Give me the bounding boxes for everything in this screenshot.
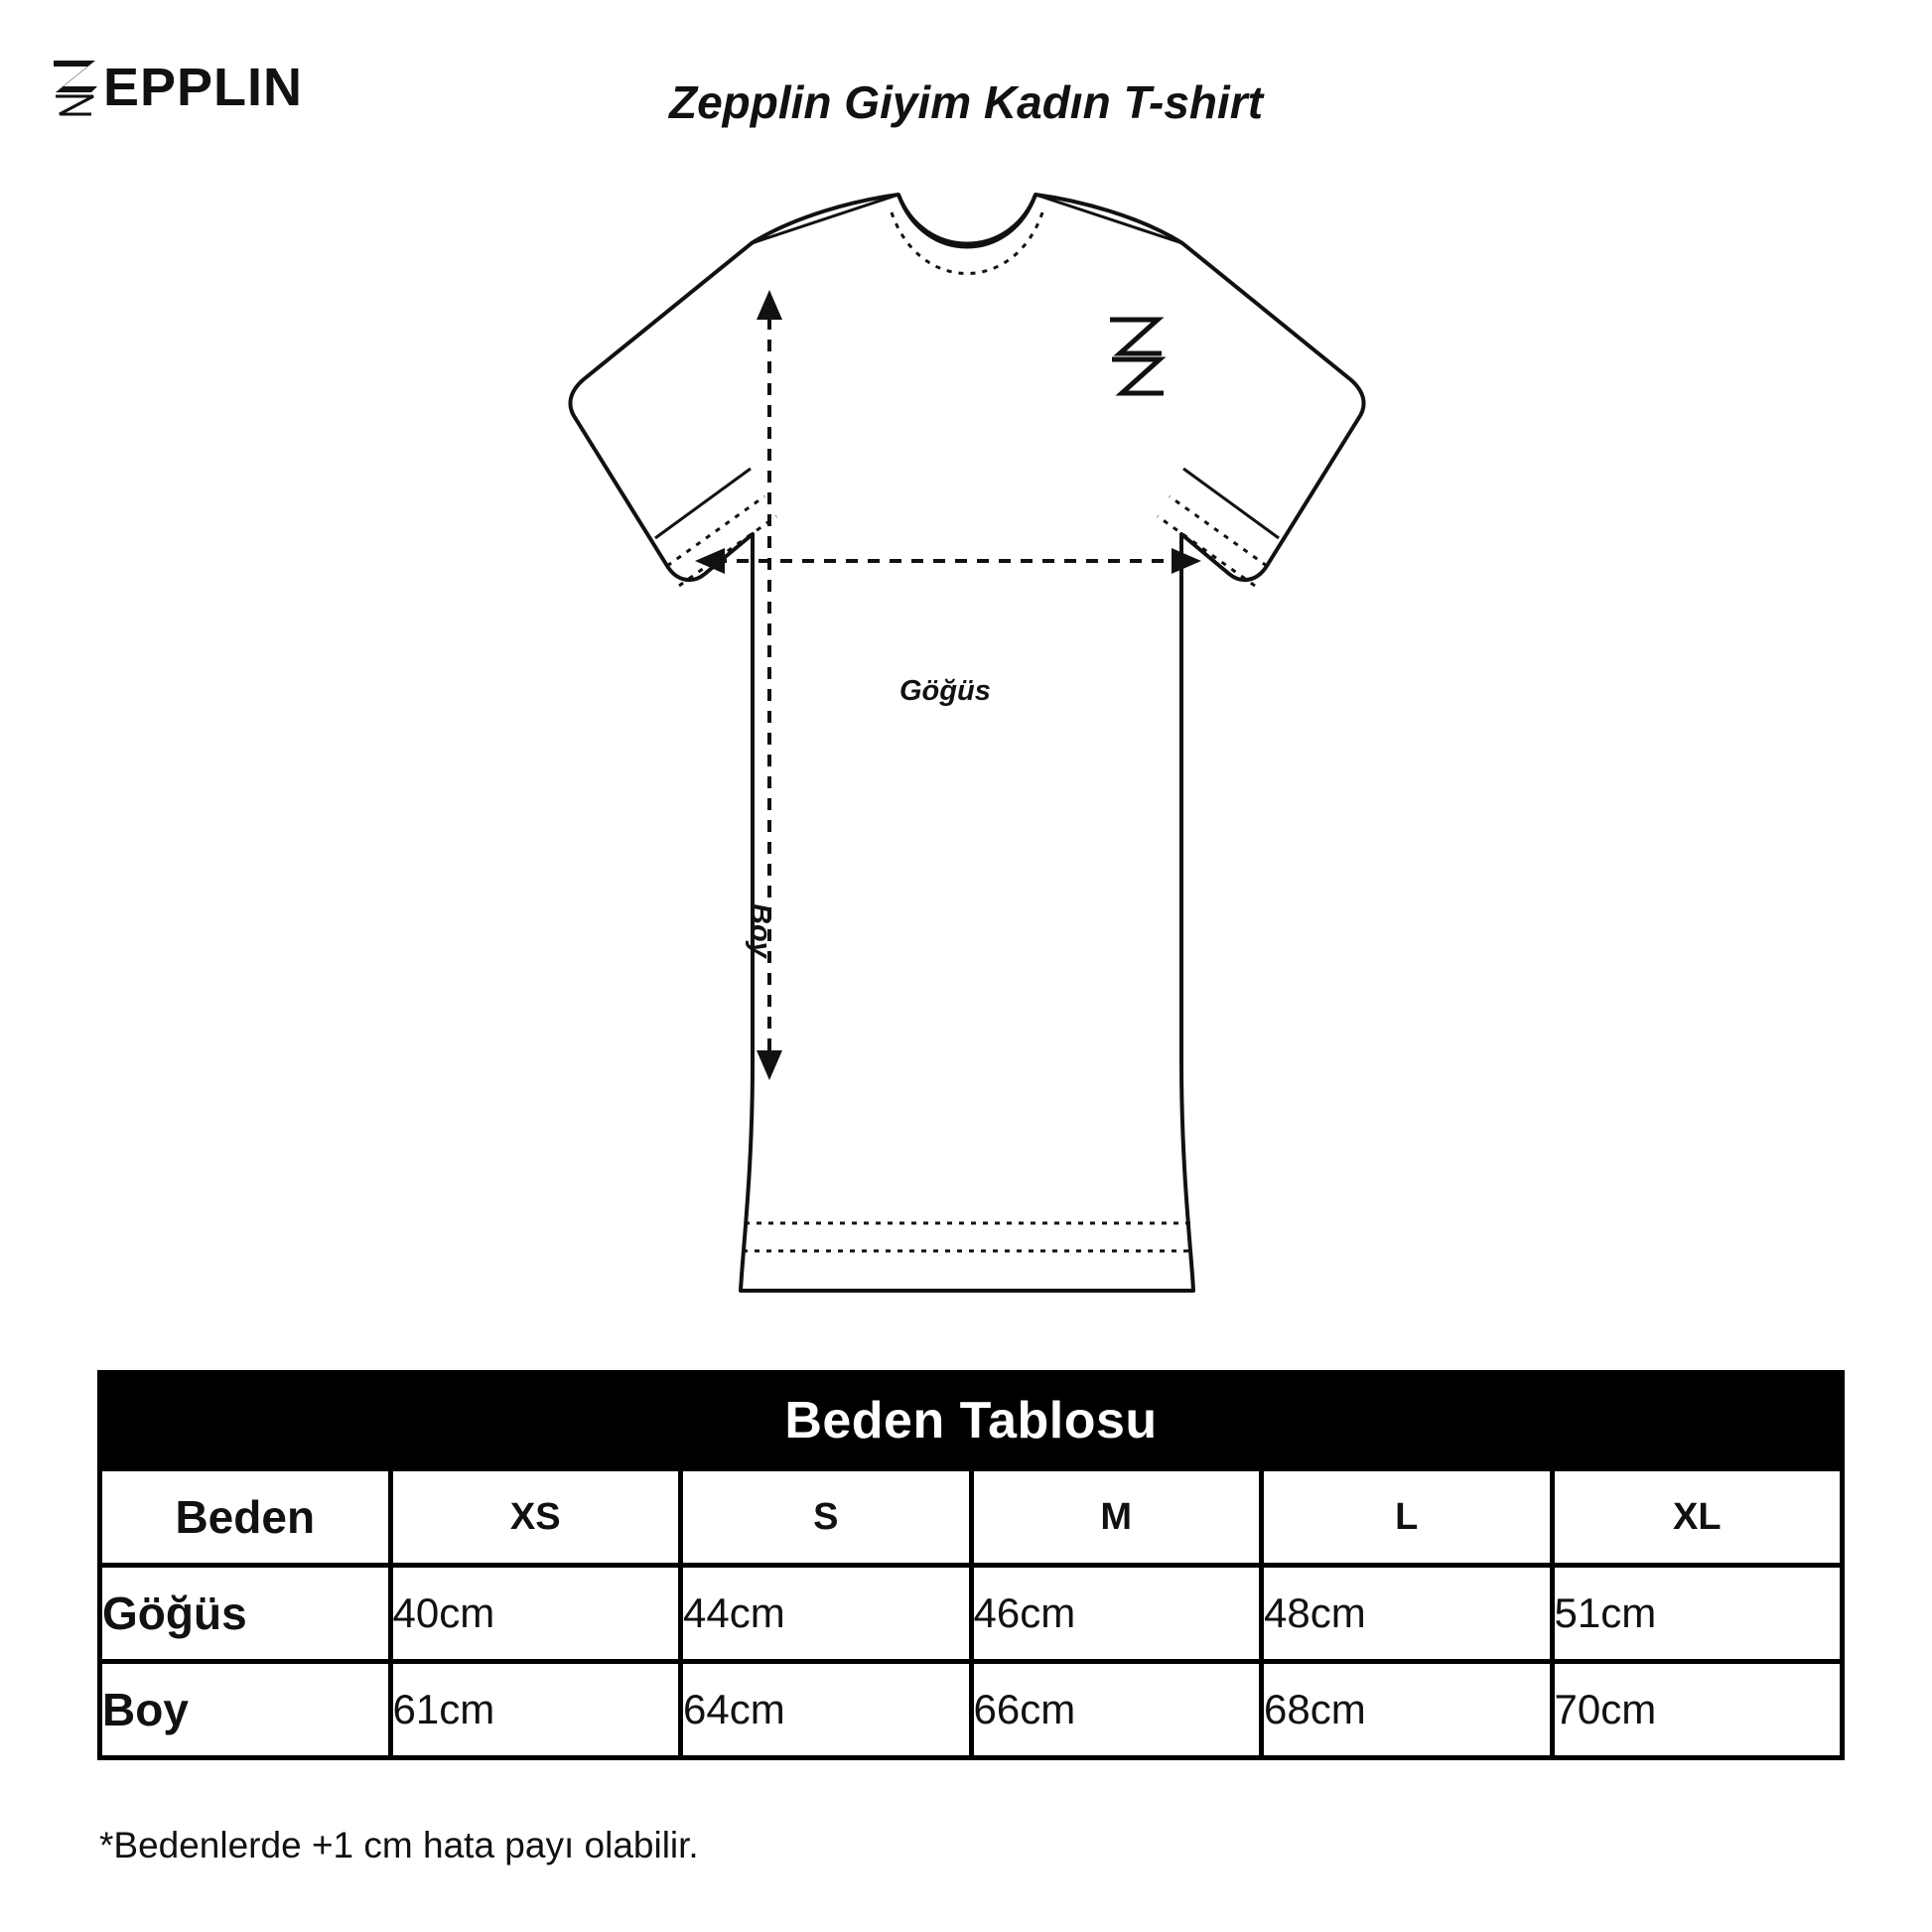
table-header-row [100, 1469, 1843, 1566]
cell-gogus-l: 48cm [1262, 1566, 1553, 1662]
table-title-row [100, 1373, 1843, 1469]
cell-boy-xs: 61cm [390, 1662, 681, 1758]
header-cell-xl: XL [1552, 1469, 1843, 1566]
size-table-container [97, 1370, 1845, 1760]
size-table [97, 1370, 1845, 1760]
cell-gogus-m: 46cm [971, 1566, 1262, 1662]
table-row [100, 1566, 1843, 1662]
cell-boy-l: 68cm [1262, 1662, 1553, 1758]
row-label-boy: Boy [100, 1662, 391, 1758]
page-title [0, 75, 1932, 129]
header-cell-xs: XS [390, 1469, 681, 1566]
cell-gogus-s: 44cm [681, 1566, 972, 1662]
header-cell-s: S [681, 1469, 972, 1566]
cell-gogus-xl: 51cm [1552, 1566, 1843, 1662]
cell-boy-s: 64cm [681, 1662, 972, 1758]
page-title-italic: Zepplin Giyim [668, 76, 984, 128]
cell-gogus-xs: 40cm [390, 1566, 681, 1662]
chest-label: Göğüs [899, 675, 991, 707]
page-header [0, 0, 1932, 179]
brand-name: EPPLIN [103, 58, 304, 117]
cell-boy-xl: 70cm [1552, 1662, 1843, 1758]
cell-boy-m: 66cm [971, 1662, 1262, 1758]
row-label-gogus: Göğüs [100, 1566, 391, 1662]
table-row [100, 1662, 1843, 1758]
header-cell-beden: Beden [100, 1469, 391, 1566]
page-title-bold: Kadın T-shirt [983, 76, 1264, 128]
table-title: Beden Tablosu [100, 1373, 1843, 1469]
header-cell-l: L [1262, 1469, 1553, 1566]
tshirt-drawing [0, 169, 1932, 1330]
tshirt-illustration [0, 169, 1932, 1330]
footnote: *Bedenlerde +1 cm hata payı olabilir. [99, 1825, 699, 1865]
length-label: Boy [745, 903, 776, 958]
header-cell-m: M [971, 1469, 1262, 1566]
